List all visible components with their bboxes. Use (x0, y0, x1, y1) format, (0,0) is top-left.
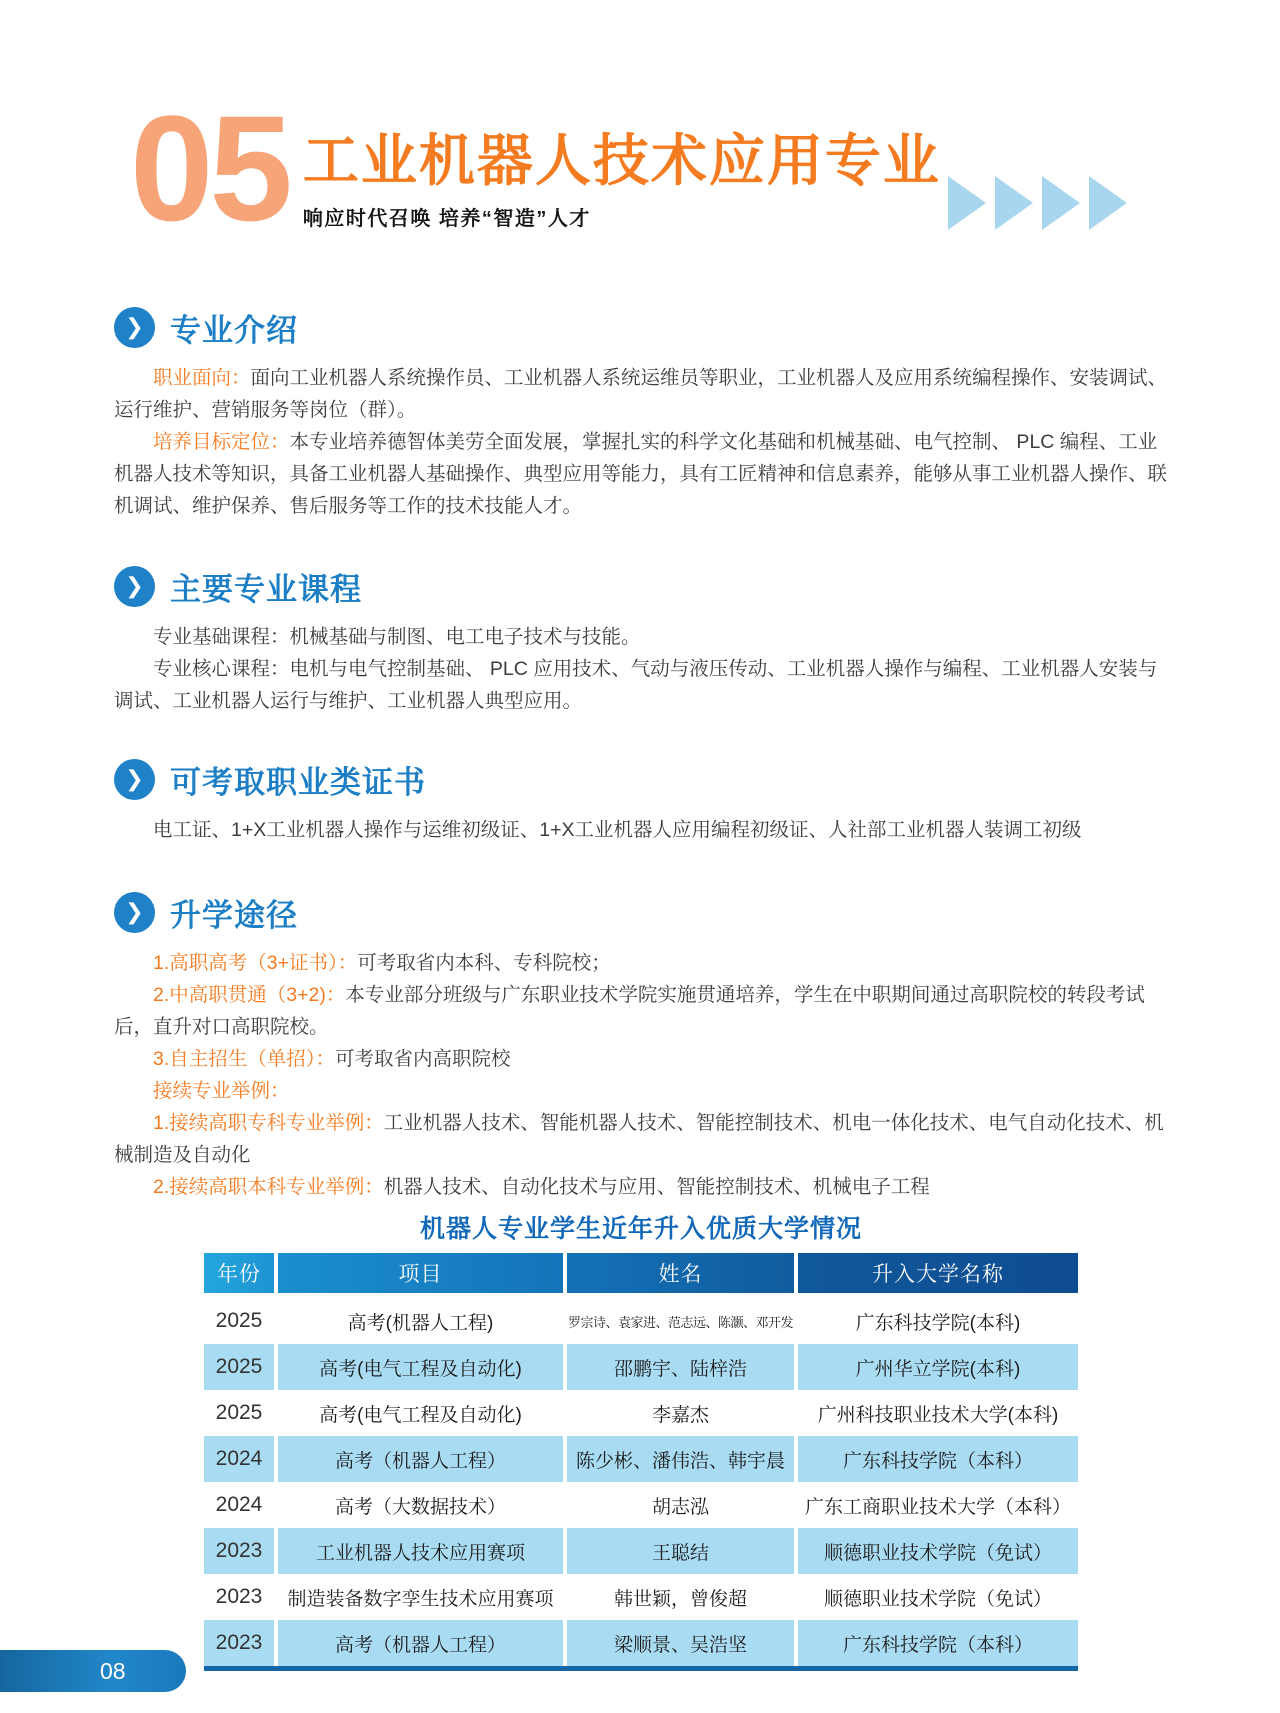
names-cell: 陈少彬、潘伟浩、韩宇晨 (567, 1436, 794, 1482)
header-cell-project: 项目 (278, 1253, 563, 1293)
table-row (204, 1620, 1078, 1666)
table-header-row (204, 1253, 1078, 1293)
paragraph-label: 1.接续高职专科专业举例： (153, 1112, 384, 1134)
table-row (204, 1482, 1078, 1528)
paragraph-label: 接续专业举例： (153, 1080, 290, 1102)
paragraph (114, 1107, 1168, 1171)
table-row (204, 1528, 1078, 1574)
paragraph-label: 2.接续高职本科专业举例： (153, 1176, 384, 1198)
paragraph-text: 可考取省内高职院校 (335, 1048, 511, 1070)
paragraph-text: 工业机器人技术、智能机器人技术、智能控制技术、机电一体化技术、电气自动化技术、机械制造及自动化 (114, 1112, 1164, 1166)
paragraph-text: 机器人技术、自动化技术与应用、智能控制技术、机械电子工程 (383, 1176, 930, 1198)
chevron-right-circle-icon: ❯ (114, 892, 155, 933)
paragraph (114, 1171, 1168, 1203)
table-row (204, 1574, 1078, 1620)
paragraph (114, 362, 1168, 426)
section-title: 升学途径 (170, 898, 298, 933)
university-cell: 广东科技学院(本科) (798, 1298, 1078, 1344)
paragraph (114, 1075, 1168, 1107)
table-row (204, 1298, 1078, 1344)
paragraph (114, 653, 1168, 717)
paragraph-label: 1.高职高考（3+证书）： (153, 952, 358, 974)
table-row (204, 1344, 1078, 1390)
section-title: 专业介绍 (170, 313, 298, 348)
table-row (204, 1436, 1078, 1482)
paragraph-label: 职业面向： (153, 367, 251, 389)
section-heading-certificates (114, 757, 1280, 802)
triangle-right-icon (1089, 176, 1127, 230)
paragraph (114, 814, 1168, 846)
section-title: 主要专业课程 (170, 572, 362, 607)
project-cell: 高考(电气工程及自动化) (278, 1390, 563, 1436)
section-body-intro (114, 362, 1168, 522)
header-cell-names: 姓名 (567, 1253, 794, 1293)
paragraph-text: 本专业培养德智体美劳全面发展，掌握扎实的科学文化基础和机械基础、电气控制、 PLC 编程、工业机器人技术等知识，具备工业机器人基础操作、典型应用等能力，具有工匠精神和信息素养，能够从事工业机器人操作、联机调试、维护保养、售后服务等工作的技术技能人才。 (114, 431, 1168, 517)
year-cell: 2025 (204, 1298, 274, 1344)
university-cell: 广东工商职业技术大学（本科） (798, 1482, 1078, 1528)
page-title: 工业机器人技术应用专业 (302, 129, 941, 193)
page-subtitle: 响应时代召唤 培养“智造”人才 (302, 208, 591, 230)
table-row (204, 1390, 1078, 1436)
section-title: 可考取职业类证书 (170, 765, 426, 800)
names-cell: 梁顺景、吴浩坚 (567, 1620, 794, 1666)
triangle-right-icon (995, 176, 1033, 230)
paragraph-text: 电工证、1+X工业机器人操作与运维初级证、1+X工业机器人应用编程初级证、人社部工业机器人装调工初级 (153, 819, 1082, 841)
paragraph-label: 3.自主招生（单招）： (153, 1048, 336, 1070)
project-cell: 高考（大数据技术） (278, 1482, 563, 1528)
project-cell: 高考(电气工程及自动化) (278, 1344, 563, 1390)
table-bottom-border (204, 1666, 1078, 1671)
header-arrows (948, 176, 1127, 230)
header-cell-university: 升入大学名称 (798, 1253, 1078, 1293)
page-number: 08 (100, 1657, 126, 1684)
project-cell: 高考（机器人工程） (278, 1436, 563, 1482)
names-cell: 罗宗诗、袁家进、范志远、陈灏、邓开发 (567, 1298, 794, 1344)
paragraph (114, 947, 1168, 979)
table-title: 机器人专业学生近年升入优质大学情况 (419, 1215, 862, 1243)
page-number-badge (0, 1650, 186, 1692)
names-cell: 胡志泓 (567, 1482, 794, 1528)
university-cell: 顺德职业技术学院（免试） (798, 1528, 1078, 1574)
triangle-right-icon (1042, 176, 1080, 230)
paragraph-label: 培养目标定位： (153, 431, 290, 453)
section-heading-intro (114, 305, 1280, 350)
section-body-certificates (114, 814, 1168, 846)
year-cell: 2023 (204, 1574, 274, 1620)
paragraph-text: 专业基础课程：机械基础与制图、电工电子技术与技能。 (153, 626, 641, 648)
admissions-table-area (204, 1209, 1078, 1671)
names-cell: 王聪结 (567, 1528, 794, 1574)
paragraph-text: 面向工业机器人系统操作员、工业机器人系统运维员等职业，工业机器人及应用系统编程操作、安装调试、运行维护、营销服务等岗位（群）。 (114, 367, 1168, 421)
header-cell-year: 年份 (204, 1253, 274, 1293)
university-cell: 顺德职业技术学院（免试） (798, 1574, 1078, 1620)
year-cell: 2025 (204, 1344, 274, 1390)
section-body-courses (114, 621, 1168, 717)
section-heading-courses (114, 564, 1280, 609)
university-cell: 广州科技职业技术大学(本科) (798, 1390, 1078, 1436)
university-cell: 广州华立学院(本科) (798, 1344, 1078, 1390)
section-heading-pathways (114, 890, 1280, 935)
paragraph (114, 621, 1168, 653)
paragraph (114, 426, 1168, 522)
chapter-number: 05 (130, 84, 289, 252)
university-cell: 广东科技学院（本科） (798, 1620, 1078, 1666)
paragraph-text: 可考取省内本科、专科院校； (357, 952, 611, 974)
section-body-pathways (114, 947, 1168, 1203)
names-cell: 李嘉杰 (567, 1390, 794, 1436)
year-cell: 2023 (204, 1528, 274, 1574)
paragraph (114, 1043, 1168, 1075)
project-cell: 高考(机器人工程) (278, 1298, 563, 1344)
names-cell: 邵鹏宇、陆梓浩 (567, 1344, 794, 1390)
project-cell: 高考（机器人工程） (278, 1620, 563, 1666)
year-cell: 2024 (204, 1436, 274, 1482)
chevron-right-circle-icon: ❯ (114, 307, 155, 348)
project-cell: 制造装备数字孪生技术应用赛项 (278, 1574, 563, 1620)
title-block (302, 129, 941, 233)
names-cell: 韩世颖，曾俊超 (567, 1574, 794, 1620)
paragraph-label: 2.中高职贯通（3+2)： (153, 984, 346, 1006)
chevron-right-circle-icon: ❯ (114, 759, 155, 800)
year-cell: 2025 (204, 1390, 274, 1436)
paragraph-text: 专业核心课程：电机与电气控制基础、 PLC 应用技术、气动与液压传动、工业机器人操作与编程、工业机器人安装与调试、工业机器人运行与维护、工业机器人典型应用。 (114, 658, 1158, 712)
year-cell: 2023 (204, 1620, 274, 1666)
year-cell: 2024 (204, 1482, 274, 1528)
project-cell: 工业机器人技术应用赛项 (278, 1528, 563, 1574)
triangle-right-icon (948, 176, 986, 230)
paragraph-text: 本专业部分班级与广东职业技术学院实施贯通培养，学生在中职期间通过高职院校的转段考试后，直升对口高职院校。 (114, 984, 1145, 1038)
chevron-right-circle-icon: ❯ (114, 566, 155, 607)
university-cell: 广东科技学院（本科） (798, 1436, 1078, 1482)
paragraph (114, 979, 1168, 1043)
